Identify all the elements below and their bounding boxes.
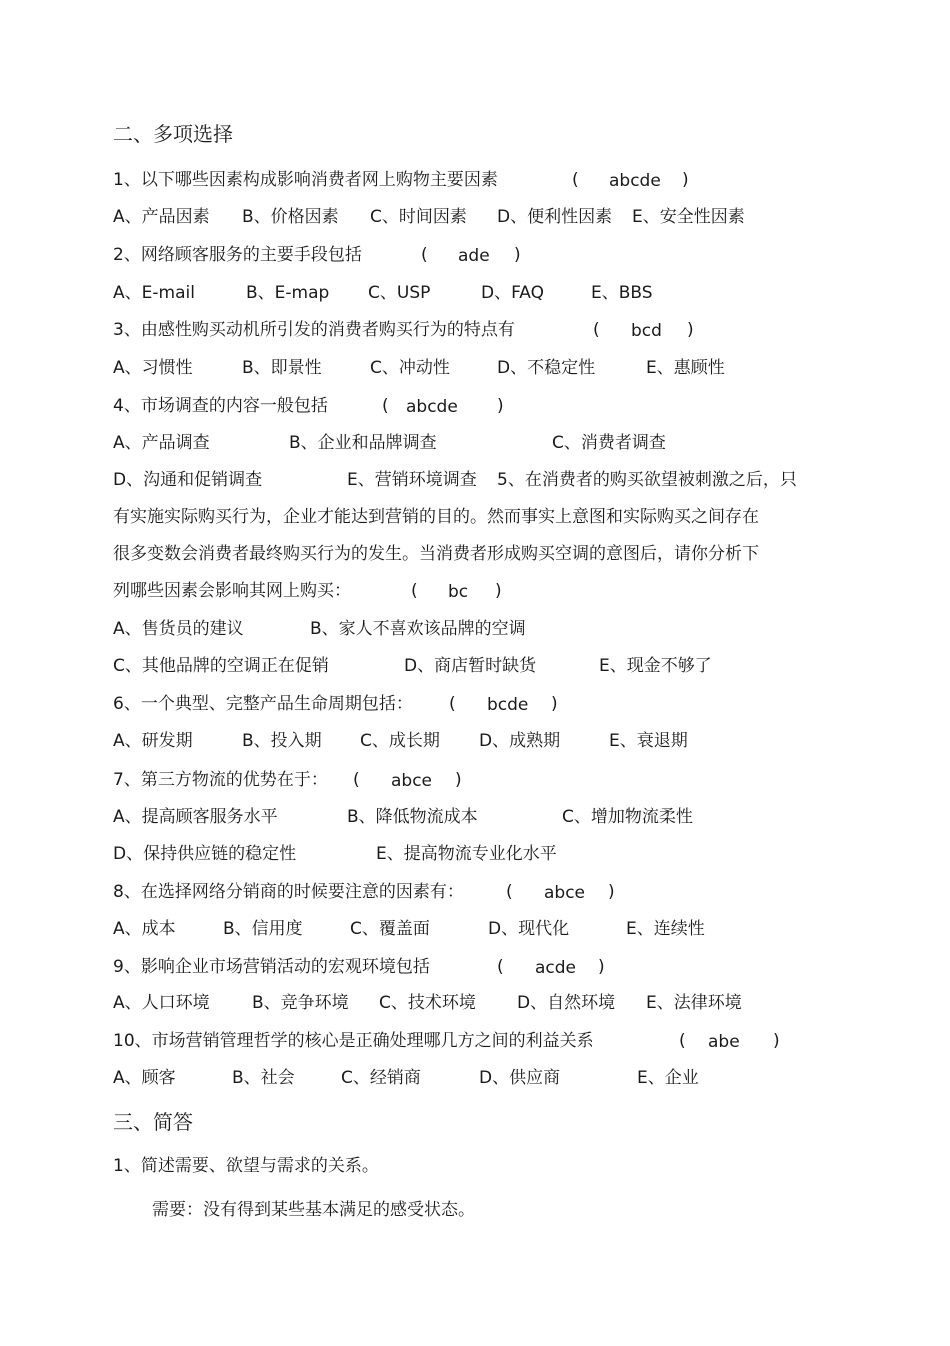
answer: abcde	[406, 397, 458, 417]
option-c: C、消费者调查	[552, 433, 666, 453]
question-text: 1、以下哪些因素构成影响消费者网上购物主要因素	[113, 170, 498, 190]
answer: bc	[448, 582, 469, 602]
question-text-line-4: 列哪些因素会影响其网上购买：	[113, 581, 351, 601]
section-heading-multiple-choice: 二、多项选择	[113, 122, 233, 146]
option-e: E、连续性	[626, 919, 705, 939]
question-text: 7、第三方物流的优势在于：	[113, 770, 328, 790]
paren-close: )	[455, 770, 462, 790]
paren-open: (	[411, 581, 418, 601]
paren-open: (	[506, 882, 513, 902]
short-answer-question-1: 1、简述需要、欲望与需求的关系。	[113, 1156, 379, 1176]
option-b: B、信用度	[223, 919, 303, 939]
question-text: 2、网络顾客服务的主要手段包括	[113, 245, 362, 265]
option-b: B、企业和品牌调查	[289, 433, 437, 453]
short-answer-text: 需要：没有得到某些基本满足的感受状态。	[152, 1200, 475, 1220]
option-e: E、BBS	[591, 283, 653, 303]
option-a: A、售货员的建议	[113, 619, 244, 639]
option-d: D、沟通和促销调查	[113, 470, 263, 490]
answer: abcde	[609, 171, 661, 191]
question-text: 8、在选择网络分销商的时候要注意的因素有：	[113, 882, 464, 902]
option-a: A、成本	[113, 919, 176, 939]
question-text: 10、市场营销管理哲学的核心是正确处理哪几方之间的利益关系	[113, 1031, 594, 1051]
paren-close: )	[495, 581, 502, 601]
section-heading-short-answer: 三、简答	[113, 1110, 193, 1134]
option-b: B、竞争环境	[252, 993, 349, 1013]
paren-close: )	[598, 957, 605, 977]
paren-close: )	[551, 694, 558, 714]
question-text-line-3: 很多变数会消费者最终购买行为的发生。当消费者形成购买空调的意图后，请你分析下	[113, 544, 759, 564]
option-a: A、研发期	[113, 731, 193, 751]
option-d: D、FAQ	[481, 283, 545, 303]
paren-close: )	[687, 320, 694, 340]
option-b: B、E-map	[246, 283, 330, 303]
option-e: E、企业	[637, 1068, 699, 1088]
answer: abce	[391, 771, 433, 791]
option-c: C、其他品牌的空调正在促销	[113, 656, 329, 676]
question-text-line-2: 有实施实际购买行为，企业才能达到营销的目的。然而事实上意图和实际购买之间存在	[113, 507, 759, 527]
option-e: E、法律环境	[646, 993, 742, 1013]
option-a: A、E-mail	[113, 283, 195, 303]
question-text: 9、影响企业市场营销活动的宏观环境包括	[113, 957, 430, 977]
option-b: B、投入期	[242, 731, 322, 751]
option-b: B、降低物流成本	[347, 807, 478, 827]
option-b: B、社会	[232, 1068, 295, 1088]
paren-open: (	[421, 245, 428, 265]
paren-open: (	[593, 320, 600, 340]
answer: abce	[544, 883, 586, 903]
paren-open: (	[572, 170, 579, 190]
option-c: C、经销商	[341, 1068, 421, 1088]
option-a: A、顾客	[113, 1068, 176, 1088]
question-text: 4、市场调查的内容一般包括	[113, 396, 328, 416]
paren-close: )	[773, 1031, 780, 1051]
answer: bcde	[487, 695, 529, 715]
option-c: C、覆盖面	[350, 919, 430, 939]
option-d: D、便利性因素	[497, 207, 613, 227]
option-c: C、技术环境	[379, 993, 476, 1013]
option-a: A、人口环境	[113, 993, 210, 1013]
answer: abe	[708, 1032, 740, 1052]
answer: ade	[458, 246, 490, 266]
option-e: E、安全性因素	[632, 207, 745, 227]
option-a: A、产品调查	[113, 433, 210, 453]
option-d: D、自然环境	[517, 993, 616, 1013]
option-c: C、成长期	[360, 731, 440, 751]
option-d: D、现代化	[488, 919, 570, 939]
paren-close: )	[497, 396, 504, 416]
question-text-line-1: 5、在消费者的购买欲望被刺激之后，只	[497, 470, 797, 490]
answer: bcd	[631, 321, 662, 341]
paren-close: )	[608, 882, 615, 902]
paren-open: (	[353, 770, 360, 790]
paren-close: )	[514, 245, 521, 265]
answer: acde	[535, 958, 577, 978]
question-text: 3、由感性购买动机所引发的消费者购买行为的特点有	[113, 320, 515, 340]
question-text: 6、一个典型、完整产品生命周期包括：	[113, 694, 413, 714]
option-e: E、惠顾性	[646, 358, 725, 378]
option-c: C、时间因素	[370, 207, 467, 227]
option-a: A、习惯性	[113, 358, 193, 378]
option-e: E、现金不够了	[599, 656, 712, 676]
option-e: E、营销环境调查	[347, 470, 477, 490]
option-b: B、家人不喜欢该品牌的空调	[310, 619, 526, 639]
option-d: D、供应商	[479, 1068, 561, 1088]
option-b: B、即景性	[242, 358, 322, 378]
option-e: E、提高物流专业化水平	[376, 844, 557, 864]
option-d: D、成熟期	[479, 731, 561, 751]
paren-open: (	[497, 957, 504, 977]
option-c: C、冲动性	[370, 358, 450, 378]
option-d: D、不稳定性	[497, 358, 596, 378]
option-c: C、增加物流柔性	[562, 807, 693, 827]
option-d: D、保持供应链的稳定性	[113, 844, 297, 864]
paren-close: )	[682, 170, 689, 190]
paren-open: (	[382, 396, 389, 416]
paren-open: (	[679, 1031, 686, 1051]
option-a: A、提高顾客服务水平	[113, 807, 278, 827]
paren-open: (	[449, 694, 456, 714]
option-e: E、衰退期	[609, 731, 688, 751]
option-d: D、商店暂时缺货	[404, 656, 537, 676]
option-c: C、USP	[368, 283, 431, 303]
option-b: B、价格因素	[242, 207, 339, 227]
option-a: A、产品因素	[113, 207, 210, 227]
